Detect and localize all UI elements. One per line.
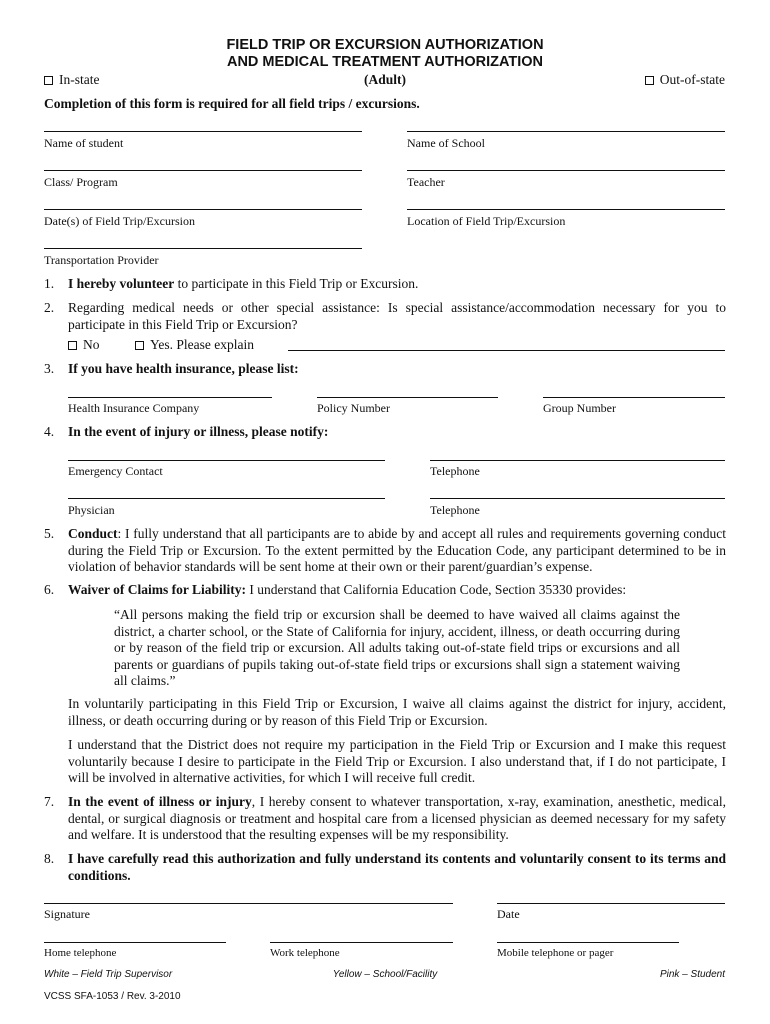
- physician-label: Physician: [68, 503, 115, 517]
- form-title-line2: AND MEDICAL TREATMENT AUTHORIZATION: [226, 54, 544, 70]
- required-note: Completion of this form is required for all field trips / excursions.: [44, 96, 420, 111]
- item-number: 8.: [44, 851, 55, 866]
- explain-line[interactable]: [288, 350, 725, 351]
- medical-consent-paragraph: In the event of illness or injury, I hereby consent to whatever transportation, x-ray, examination, anesthetic, medical, dental, or surgical diagnosis or treatment and hospital care from a licensed physician as deemed necessary for my safety and welfare. It is understood that the resulting expenses will be my responsibility.: [68, 794, 726, 842]
- policy-number-label: Policy Number: [317, 401, 390, 415]
- out-of-state-checkbox[interactable]: [645, 76, 654, 85]
- emergency-contact-label: Emergency Contact: [68, 464, 163, 478]
- special-assistance-yes[interactable]: Yes. Please explain: [135, 337, 254, 353]
- emergency-telephone-label: Telephone: [430, 464, 480, 478]
- mobile-telephone-line[interactable]: [497, 942, 679, 943]
- notify-heading: In the event of injury or illness, please notify:: [68, 424, 329, 439]
- home-telephone-line[interactable]: [44, 942, 226, 943]
- teacher-line[interactable]: [407, 170, 725, 171]
- home-telephone-label: Home telephone: [44, 947, 117, 959]
- mobile-telephone-label: Mobile telephone or pager: [497, 947, 614, 959]
- work-telephone-line[interactable]: [270, 942, 453, 943]
- physician-line[interactable]: [68, 498, 385, 499]
- student-name-line[interactable]: [44, 131, 362, 132]
- item-number: 7.: [44, 794, 55, 809]
- item-number: 3.: [44, 361, 55, 376]
- dates-line[interactable]: [44, 209, 362, 210]
- form-id: VCSS SFA-1053 / Rev. 3-2010: [44, 991, 181, 1002]
- item-number: 2.: [44, 300, 55, 315]
- class-program-label: Class/ Program: [44, 175, 118, 189]
- signature-line[interactable]: [44, 903, 453, 904]
- special-assistance-no[interactable]: No: [68, 337, 100, 353]
- item-number: 6.: [44, 582, 55, 597]
- physician-telephone-label: Telephone: [430, 503, 480, 517]
- out-of-state-option[interactable]: [645, 72, 725, 88]
- dates-label: Date(s) of Field Trip/Excursion: [44, 214, 195, 228]
- emergency-telephone-line[interactable]: [430, 460, 725, 461]
- item-number: 4.: [44, 424, 55, 439]
- no-checkbox[interactable]: [68, 341, 77, 350]
- date-line[interactable]: [497, 903, 725, 904]
- transportation-line[interactable]: [44, 248, 362, 249]
- item-number: 5.: [44, 526, 55, 541]
- school-name-line[interactable]: [407, 131, 725, 132]
- emergency-contact-line[interactable]: [68, 460, 385, 461]
- group-number-line[interactable]: [543, 397, 725, 398]
- conduct-paragraph: Conduct: I fully understand that all participants are to abide by and accept all rules and requirements governing conduct during the Field Trip or Excursion. To the extent permitted by the Education Code, any participant determined to be in violation of behavior standards will be sent home at their own or their parent/guardian’s expense.: [68, 526, 726, 574]
- student-name-label: Name of student: [44, 136, 124, 150]
- signature-label: Signature: [44, 907, 90, 921]
- form-title-line1: FIELD TRIP OR EXCURSION AUTHORIZATION: [226, 37, 544, 53]
- insurance-company-line[interactable]: [68, 397, 272, 398]
- consent-statement: I have carefully read this authorization and fully understand its contents and voluntarily consent to its terms and conditions.: [68, 851, 726, 883]
- voluntary-paragraph: I understand that the District does not require my participation in the Field Trip or Excursion and I make this request voluntarily because I desire to participate in the Field Trip or Excursion. I also understand that, if I do not participate, I will be involved in alternative activities, for which I will receive full credit.: [68, 737, 726, 785]
- yes-checkbox[interactable]: [135, 341, 144, 350]
- copy-pink: Pink – Student: [659, 969, 725, 980]
- teacher-label: Teacher: [407, 175, 445, 189]
- date-label: Date: [497, 907, 520, 921]
- item-1-text: I hereby volunteer to participate in this Field Trip or Excursion.: [68, 276, 419, 291]
- insurance-heading: If you have health insurance, please list:: [68, 361, 299, 376]
- copy-white: White – Field Trip Supervisor: [44, 969, 173, 980]
- location-label: Location of Field Trip/Excursion: [407, 214, 566, 228]
- physician-telephone-line[interactable]: [430, 498, 725, 499]
- location-line[interactable]: [407, 209, 725, 210]
- in-state-label: In-state: [59, 72, 100, 87]
- policy-number-line[interactable]: [317, 397, 498, 398]
- transportation-label: Transportation Provider: [44, 253, 159, 267]
- form-subtitle: (Adult): [363, 72, 406, 87]
- waiver-intro: Waiver of Claims for Liability: I understand that California Education Code, Section 35330 provides:: [68, 582, 627, 597]
- education-code-quote: “All persons making the field trip or excursion shall be deemed to have waived all claims against the district, a charter school, or the State of California for injury, accident, illness, or death occurring during or by reason of the field trip or excursion. All adults taking out-of-state field trips or excursions and all parents or guardians of pupils taking out-of-state field trips or excursions shall sign a statement waiving all claims.”: [114, 607, 680, 688]
- class-program-line[interactable]: [44, 170, 362, 171]
- waiver-paragraph: In voluntarily participating in this Field Trip or Excursion, I waive all claims against the district for injury, accident, illness, or death occurring during or by reason of this Field Trip or Excursion.: [68, 696, 726, 728]
- item-number: 1.: [44, 276, 55, 291]
- out-of-state-label: Out-of-state: [659, 72, 725, 87]
- insurance-company-label: Health Insurance Company: [68, 401, 200, 415]
- group-number-label: Group Number: [543, 401, 616, 415]
- copy-yellow: Yellow – School/Facility: [332, 969, 438, 980]
- school-name-label: Name of School: [407, 136, 485, 150]
- work-telephone-label: Work telephone: [270, 947, 340, 959]
- item-2-text: Regarding medical needs or other special assistance: Is special assistance/accommodation necessary for you to participate in this Field Trip or Excursion?: [68, 300, 726, 332]
